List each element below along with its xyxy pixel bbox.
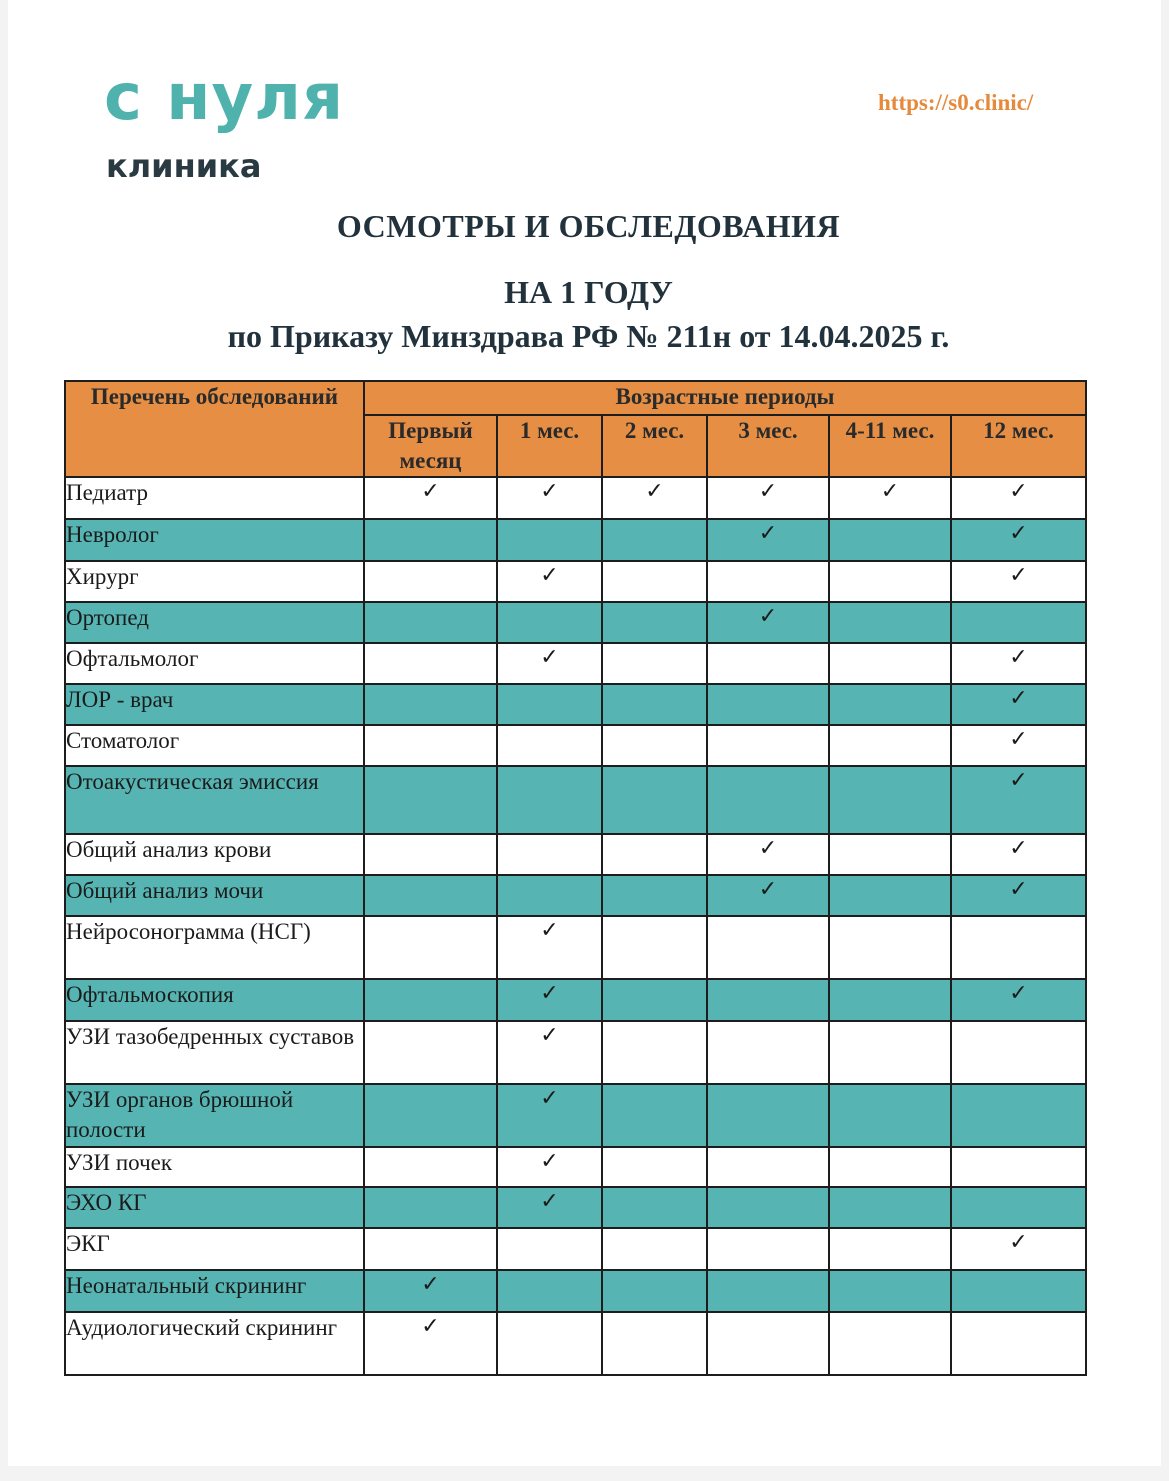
period-cell (707, 875, 829, 916)
table-row (65, 725, 1086, 766)
table-row (65, 875, 1086, 916)
period-cell (497, 1147, 602, 1187)
period-cell (364, 1187, 497, 1228)
table-row (65, 979, 1086, 1021)
exam-name: Невролог (65, 519, 364, 561)
period-cell (364, 1147, 497, 1187)
period-cell (829, 1228, 951, 1270)
checkmark-icon: ✓ (880, 479, 900, 504)
exam-name: УЗИ почек (65, 1147, 364, 1187)
period-cell (602, 1312, 707, 1375)
period-cell (829, 916, 951, 979)
period-cell (364, 875, 497, 916)
checkmark-icon: ✓ (1009, 981, 1028, 1006)
period-cell (829, 477, 951, 519)
period-cell (497, 725, 602, 766)
period-cell (951, 684, 1086, 725)
header-period: 1 мес. (497, 415, 602, 477)
exam-name: ЭКГ (65, 1228, 364, 1270)
period-cell (364, 979, 497, 1021)
period-cell (602, 519, 707, 561)
table-row (65, 643, 1086, 684)
table-row (65, 519, 1086, 561)
exam-name: Неонатальный скрининг (65, 1270, 364, 1312)
exam-name: Отоакустическая эмиссия (65, 766, 364, 834)
period-cell (602, 979, 707, 1021)
checkmark-icon: ✓ (758, 479, 778, 504)
header-period: 12 мес. (951, 415, 1086, 477)
period-cell (497, 477, 602, 519)
period-cell (602, 834, 707, 875)
period-cell (602, 602, 707, 643)
period-cell (829, 519, 951, 561)
examinations-table (64, 380, 1087, 1376)
period-cell (364, 519, 497, 561)
period-cell (497, 561, 602, 602)
period-cell (497, 1312, 602, 1375)
period-cell (829, 684, 951, 725)
table-body (65, 477, 1086, 1375)
table-row (65, 684, 1086, 725)
period-cell (707, 979, 829, 1021)
period-cell (497, 834, 602, 875)
period-cell (497, 602, 602, 643)
period-cell (829, 834, 951, 875)
header-exam-list: Перечень обследований (65, 381, 364, 477)
table-row (65, 1312, 1086, 1375)
period-cell (497, 1270, 602, 1312)
period-cell (951, 1147, 1086, 1187)
period-cell (497, 1021, 602, 1084)
exam-name: Стоматолог (65, 725, 364, 766)
table-header (65, 381, 1086, 477)
checkmark-icon: ✓ (1009, 686, 1028, 711)
period-cell (364, 1021, 497, 1084)
period-cell (829, 766, 951, 834)
page-subtitle-order: по Приказу Минздрава РФ № 211н от 14.04.2025 г. (227, 318, 950, 354)
period-cell (602, 1084, 707, 1147)
period-cell (951, 875, 1086, 916)
period-cell (497, 643, 602, 684)
period-cell (707, 1228, 829, 1270)
exam-name: УЗИ органов брюшной полости (65, 1084, 364, 1147)
period-cell (364, 1228, 497, 1270)
period-cell (707, 834, 829, 875)
period-cell (497, 1187, 602, 1228)
period-cell (707, 1147, 829, 1187)
exam-name: Общий анализ крови (65, 834, 364, 875)
checkmark-icon: ✓ (1009, 563, 1028, 588)
period-cell (829, 1312, 951, 1375)
checkmark-icon: ✓ (421, 1314, 440, 1339)
page-bottom-margin (0, 1466, 1169, 1481)
period-cell (951, 1084, 1086, 1147)
period-cell (707, 643, 829, 684)
period-cell (829, 602, 951, 643)
table-row (65, 1147, 1086, 1187)
header-period: 2 мес. (602, 415, 707, 477)
period-cell (707, 1187, 829, 1228)
checkmark-icon: ✓ (1009, 1230, 1028, 1255)
period-cell (602, 643, 707, 684)
period-cell (364, 602, 497, 643)
period-cell (707, 1270, 829, 1312)
period-cell (497, 684, 602, 725)
checkmark-icon: ✓ (540, 1023, 559, 1048)
period-cell (602, 1021, 707, 1084)
period-cell (707, 1312, 829, 1375)
period-cell (707, 477, 829, 519)
period-cell (364, 643, 497, 684)
period-cell (951, 766, 1086, 834)
period-cell (364, 725, 497, 766)
period-cell (951, 834, 1086, 875)
period-cell (602, 1147, 707, 1187)
exam-name: Офтальмолог (65, 643, 364, 684)
checkmark-icon: ✓ (758, 836, 778, 861)
period-cell (364, 1270, 497, 1312)
period-cell (951, 1270, 1086, 1312)
period-cell (707, 766, 829, 834)
period-cell (707, 725, 829, 766)
table-row (65, 1228, 1086, 1270)
period-cell (364, 834, 497, 875)
period-cell (951, 643, 1086, 684)
checkmark-icon: ✓ (1009, 768, 1028, 793)
page-subtitle-age: НА 1 ГОДУ (504, 274, 673, 310)
period-cell (829, 1147, 951, 1187)
checkmark-icon: ✓ (1009, 645, 1028, 670)
checkmark-icon: ✓ (540, 918, 559, 943)
exam-name: Хирург (65, 561, 364, 602)
checkmark-icon: ✓ (540, 1189, 559, 1214)
exam-name: Общий анализ мочи (65, 875, 364, 916)
checkmark-icon: ✓ (1009, 836, 1028, 861)
table-row (65, 561, 1086, 602)
exam-name: Ортопед (65, 602, 364, 643)
checkmark-icon: ✓ (645, 479, 664, 504)
checkmark-icon: ✓ (540, 563, 559, 588)
website-link[interactable]: https://s0.clinic/ (878, 90, 1034, 115)
period-cell (602, 561, 707, 602)
exam-name: ЭХО КГ (65, 1187, 364, 1228)
period-cell (951, 602, 1086, 643)
period-cell (707, 602, 829, 643)
period-cell (829, 1270, 951, 1312)
period-cell (829, 875, 951, 916)
table-row (65, 477, 1086, 519)
period-cell (829, 1021, 951, 1084)
table-row (65, 1021, 1086, 1084)
checkmark-icon: ✓ (1009, 727, 1028, 752)
period-cell (951, 1021, 1086, 1084)
table-row (65, 1270, 1086, 1312)
table-row (65, 602, 1086, 643)
period-cell (602, 1270, 707, 1312)
checkmark-icon: ✓ (421, 479, 440, 504)
checkmark-icon: ✓ (758, 604, 778, 629)
exam-name: Педиатр (65, 477, 364, 519)
header-period: Первый месяц (364, 415, 497, 477)
checkmark-icon: ✓ (1009, 877, 1028, 902)
period-cell (364, 1312, 497, 1375)
period-cell (829, 725, 951, 766)
period-cell (497, 519, 602, 561)
period-cell (602, 1228, 707, 1270)
header-age-periods: Возрастные периоды (364, 381, 1086, 415)
exam-name: Офтальмоскопия (65, 979, 364, 1021)
period-cell (364, 1084, 497, 1147)
header-period: 3 мес. (707, 415, 829, 477)
period-cell (602, 766, 707, 834)
period-cell (951, 1228, 1086, 1270)
checkmark-icon: ✓ (758, 877, 778, 902)
period-cell (829, 1084, 951, 1147)
header-period: 4-11 мес. (829, 415, 951, 477)
period-cell (951, 916, 1086, 979)
period-cell (364, 684, 497, 725)
period-cell (829, 561, 951, 602)
period-cell (829, 1187, 951, 1228)
period-cell (951, 1187, 1086, 1228)
period-cell (951, 725, 1086, 766)
checkmark-icon: ✓ (540, 1149, 559, 1174)
exam-name: УЗИ тазобедренных суставов (65, 1021, 364, 1084)
period-cell (497, 1228, 602, 1270)
period-cell (951, 979, 1086, 1021)
period-cell (707, 916, 829, 979)
checkmark-icon: ✓ (421, 1272, 440, 1297)
period-cell (951, 477, 1086, 519)
period-cell (951, 561, 1086, 602)
exam-name: ЛОР - врач (65, 684, 364, 725)
period-cell (602, 1187, 707, 1228)
checkmark-icon: ✓ (1009, 521, 1028, 546)
table-row (65, 1084, 1086, 1147)
period-cell (707, 684, 829, 725)
page-title: ОСМОТРЫ И ОБСЛЕДОВАНИЯ (336, 208, 841, 244)
period-cell (707, 1021, 829, 1084)
period-cell (497, 979, 602, 1021)
checkmark-icon: ✓ (1009, 479, 1028, 504)
period-cell (707, 519, 829, 561)
table-row (65, 916, 1086, 979)
period-cell (364, 477, 497, 519)
period-cell (829, 643, 951, 684)
period-cell (364, 561, 497, 602)
period-cell (707, 561, 829, 602)
checkmark-icon: ✓ (758, 521, 778, 546)
table-row (65, 1187, 1086, 1228)
clinic-logo: с нуля (104, 61, 345, 135)
table-row (65, 766, 1086, 834)
checkmark-icon: ✓ (540, 645, 559, 670)
clinic-logo-subtitle: клиника (106, 147, 262, 185)
checkmark-icon: ✓ (540, 479, 559, 504)
exam-name: Аудиологический скрининг (65, 1312, 364, 1375)
checkmark-icon: ✓ (540, 1086, 559, 1111)
period-cell (829, 979, 951, 1021)
exam-name: Нейросонограмма (НСГ) (65, 916, 364, 979)
period-cell (497, 766, 602, 834)
period-cell (497, 916, 602, 979)
period-cell (602, 725, 707, 766)
period-cell (364, 916, 497, 979)
period-cell (602, 684, 707, 725)
period-cell (707, 1084, 829, 1147)
period-cell (951, 1312, 1086, 1375)
period-cell (497, 875, 602, 916)
checkmark-icon: ✓ (540, 981, 559, 1006)
period-cell (602, 875, 707, 916)
period-cell (602, 916, 707, 979)
period-cell (364, 766, 497, 834)
period-cell (497, 1084, 602, 1147)
period-cell (951, 519, 1086, 561)
table-row (65, 834, 1086, 875)
period-cell (602, 477, 707, 519)
